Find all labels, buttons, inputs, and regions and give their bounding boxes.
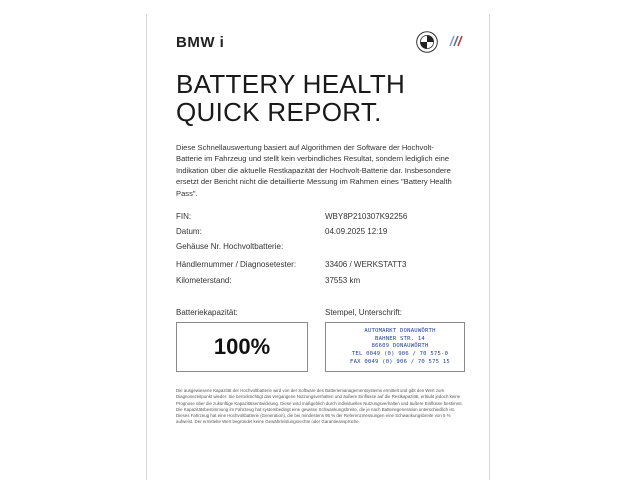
kilometerstand-label: Kilometerstand:	[176, 276, 232, 285]
dealer-stamp	[325, 322, 465, 372]
gehaeuse-label: Gehäuse Nr. Hochvoltbatterie:	[176, 242, 284, 251]
brand-title: BMW i	[176, 34, 225, 51]
datum-value: 04.09.2025 12:19	[325, 227, 388, 236]
stamp-line: AUTOMARKT DONAUWÖRTH	[364, 328, 436, 334]
intro-paragraph: Diese Schnellauswertung basiert auf Algorithmen der Software der Hochvolt-Batterie im Fahrzeug und stellt kein verbindliches Resultat, sondern lediglich eine Indikation über die aktuelle Restkapazität der Hochvolt-Batterie dar. Insbesondere ersetzt der Bericht nicht die detaillierte Messung im Rahmen eines "Battery Health Pass".	[176, 143, 452, 198]
capacity-label: Batteriekapazität:	[176, 308, 238, 317]
stamp-line: TEL 0049 (0) 906 / 70 575-0	[351, 351, 449, 357]
fin-label: FIN:	[176, 212, 192, 221]
capacity-value: 100%	[213, 334, 271, 359]
datum-label: Datum:	[176, 227, 202, 236]
stamp-line: BAHNER STR. 14	[375, 336, 425, 342]
fin-value: WBY8P210307K92256	[325, 212, 408, 221]
page-title	[176, 70, 405, 126]
kilometerstand-value: 37553 km	[325, 276, 361, 285]
m-stripes-icon	[446, 35, 464, 47]
stamp-label: Stempel, Unterschrift:	[325, 308, 402, 317]
haendler-value: 33406 / WERKSTATT3	[325, 260, 407, 269]
bmw-logo-icon	[416, 31, 438, 53]
stamp-line: 86609 DONAUWÖRTH	[371, 343, 429, 349]
stamp-line: FAX 0049 (0) 906 / 70 575 15	[350, 359, 450, 365]
disclaimer-footer: Die ausgewiesene Kapazität der Hochvoltbatterie wird von der Software des Batteriemanagementsystems ermittelt und gibt den Wert zum Diagnosezeitpunkt wieder. Sie berücksichtigt das vergangene Nutzungsverhalten und äußere Einflüsse auf die Restkapazität, erlaubt jedoch keine Prognose über die zukünftige Kapazitätsentwicklung. Diese wird maßgeblich durch individuelles Nutzungsverhalten und äußere Einflüsse bestimmt. Die Kapazitätsbestimmung im Fahrzeug hat systembedingt eine gewisse Schwankungsbreite, die je nach Batteriegeneration unterschiedlich ist. Dieses Fahrzeug hat eine Hochvoltbatterie (Generation), die bei mindestens 95 % der Referenzmessungen eine Schwankungsbreite von 5 % aufweist. Der ermittelte Wert begründet keine Gewährleistungsrechte oder Garantieansprüche.	[176, 388, 463, 425]
haendler-label: Händlernummer / Diagnosetester:	[176, 260, 297, 269]
title-line-2: QUICK REPORT.	[176, 97, 382, 127]
title-line-1: BATTERY HEALTH	[176, 69, 406, 99]
capacity-box	[176, 322, 308, 372]
